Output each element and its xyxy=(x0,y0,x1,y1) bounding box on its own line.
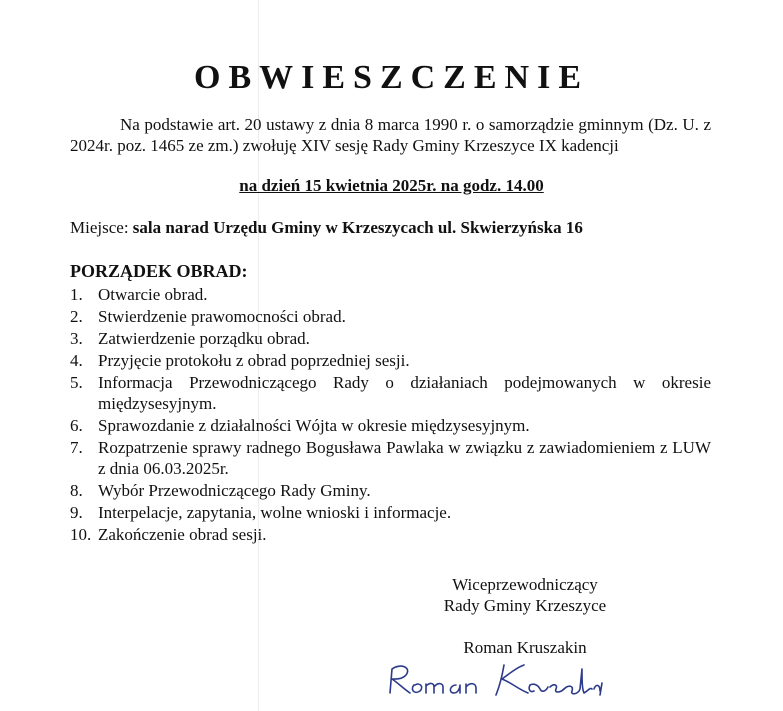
agenda-item xyxy=(70,502,711,523)
agenda-item-text: Stwierdzenie prawomocności obrad. xyxy=(98,307,346,326)
agenda-item xyxy=(70,437,711,479)
signatory-name: Roman Kruszakin xyxy=(463,638,587,657)
agenda-item-number: 2. xyxy=(70,307,83,326)
place-label: Miejsce: xyxy=(70,218,129,237)
agenda-item-number: 6. xyxy=(70,416,83,435)
place-value: sala narad Urzędu Gminy w Krzeszycach ul. Skwierzyńska 16 xyxy=(132,218,583,237)
agenda-item-number: 7. xyxy=(70,438,83,457)
agenda-item-number: 9. xyxy=(70,503,83,522)
handwritten-signature xyxy=(378,655,638,705)
agenda-item-text: Informacja Przewodniczącego Rady o działaniach podejmowanych w okresie międzysesyjnym. xyxy=(98,373,711,413)
agenda-item xyxy=(70,372,711,414)
agenda-item-text: Sprawozdanie z działalności Wójta w okresie międzysesyjnym. xyxy=(98,416,530,435)
session-place xyxy=(70,217,583,238)
signatory-body: Rady Gminy Krzeszyce xyxy=(443,596,607,615)
agenda-list xyxy=(70,284,711,546)
session-date: na dzień 15 kwietnia 2025r. na godz. 14.00 xyxy=(239,176,544,195)
agenda-item xyxy=(70,524,711,545)
agenda-item-number: 8. xyxy=(70,481,83,500)
agenda-item xyxy=(70,328,711,349)
agenda-item-text: Przyjęcie protokołu z obrad poprzedniej sesji. xyxy=(98,351,410,370)
signature-block xyxy=(380,574,670,658)
agenda-item xyxy=(70,480,711,501)
agenda-item xyxy=(70,284,711,305)
agenda-item-text: Rozpatrzenie sprawy radnego Bogusława Pawlaka w związku z zawiadomieniem z LUW z dnia 06.03.2025r. xyxy=(98,438,711,478)
agenda-item-number: 4. xyxy=(70,351,83,370)
agenda-item-text: Otwarcie obrad. xyxy=(98,285,208,304)
agenda-title: PORZĄDEK OBRAD: xyxy=(70,261,248,281)
agenda-item xyxy=(70,415,711,436)
agenda-item-number: 10. xyxy=(70,525,92,544)
agenda-item-text: Zatwierdzenie porządku obrad. xyxy=(98,329,310,348)
agenda-item-text: Zakończenie obrad sesji. xyxy=(98,525,267,544)
signature-strokes xyxy=(390,665,602,695)
agenda-item xyxy=(70,306,711,327)
agenda-item-number: 5. xyxy=(70,373,83,392)
document-title: OBWIESZCZENIE xyxy=(194,59,589,96)
agenda-item xyxy=(70,350,711,371)
signatory-role: Wiceprzewodniczący xyxy=(452,575,598,594)
agenda-item-number: 3. xyxy=(70,329,83,348)
agenda-item-text: Wybór Przewodniczącego Rady Gminy. xyxy=(98,481,371,500)
intro-paragraph: Na podstawie art. 20 ustawy z dnia 8 marca 1990 r. o samorządzie gminnym (Dz. U. z 2024r. poz. 1465 ze zm.) zwołuję XIV sesję Rady Gminy Krzeszyce IX kadencji xyxy=(70,115,711,155)
agenda-item-text: Interpelacje, zapytania, wolne wnioski i informacje. xyxy=(98,503,452,522)
agenda-item-number: 1. xyxy=(70,285,83,304)
